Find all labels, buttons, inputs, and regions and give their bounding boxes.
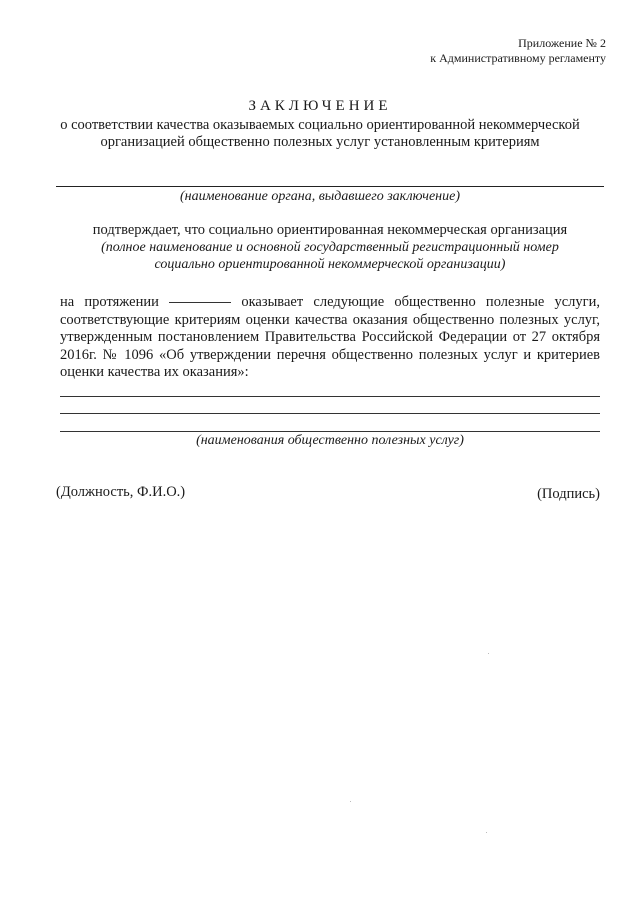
confirms-block bbox=[60, 222, 600, 273]
subtitle-line-2: организацией общественно полезных услуг установленным критериям bbox=[100, 134, 540, 150]
position-name-label: (Должность, Ф.И.О.) bbox=[56, 484, 186, 500]
document-title: ЗАКЛЮЧЕНИЕ bbox=[248, 98, 392, 114]
services-line-3 bbox=[60, 431, 600, 432]
scan-speck bbox=[350, 801, 351, 802]
document-subtitle bbox=[40, 117, 600, 151]
paragraph-line-2: соответствующие критериям оценки качества оказания общественно полезных услуг, bbox=[60, 311, 600, 328]
services-paragraph bbox=[60, 294, 600, 382]
paragraph-line-4: 2016г. № 1096 «Об утверждении перечня общественно полезных услуг и критериев bbox=[60, 346, 600, 363]
paragraph-line-5: оценки качества их оказания»: bbox=[60, 364, 249, 380]
services-intro: оказывает следующие общественно полезные услуги, bbox=[241, 294, 601, 310]
paragraph-line-3: утвержденным постановлением Правительства Российской Федерации от 27 октября bbox=[60, 329, 600, 345]
paragraph-line-1 bbox=[60, 294, 600, 312]
scan-speck bbox=[486, 832, 487, 833]
subtitle-line-1: о соответствии качества оказываемых социально ориентированной некоммерческой bbox=[60, 117, 580, 133]
scan-speck bbox=[488, 653, 489, 654]
organization-caption-line-1: (полное наименование и основной государственный регистрационный номер bbox=[101, 240, 559, 255]
services-line-2 bbox=[60, 413, 600, 414]
period-label: на протяжении bbox=[60, 294, 159, 310]
services-line-1 bbox=[60, 396, 600, 397]
organ-name-line bbox=[56, 186, 604, 187]
organization-caption-line-2: социально ориентированной некоммерческой организации) bbox=[154, 257, 506, 272]
services-caption: (наименования общественно полезных услуг) bbox=[196, 433, 464, 448]
organ-name-caption: (наименование органа, выдавшего заключение) bbox=[179, 189, 460, 204]
signature-label: (Подпись) bbox=[537, 486, 600, 502]
appendix-reference: к Административному регламенту bbox=[430, 51, 606, 65]
confirms-line: подтверждает, что социально ориентированная некоммерческая организация bbox=[92, 222, 568, 238]
appendix-note bbox=[430, 36, 606, 66]
appendix-number: Приложение № 2 bbox=[518, 36, 606, 50]
period-blank bbox=[169, 302, 231, 303]
